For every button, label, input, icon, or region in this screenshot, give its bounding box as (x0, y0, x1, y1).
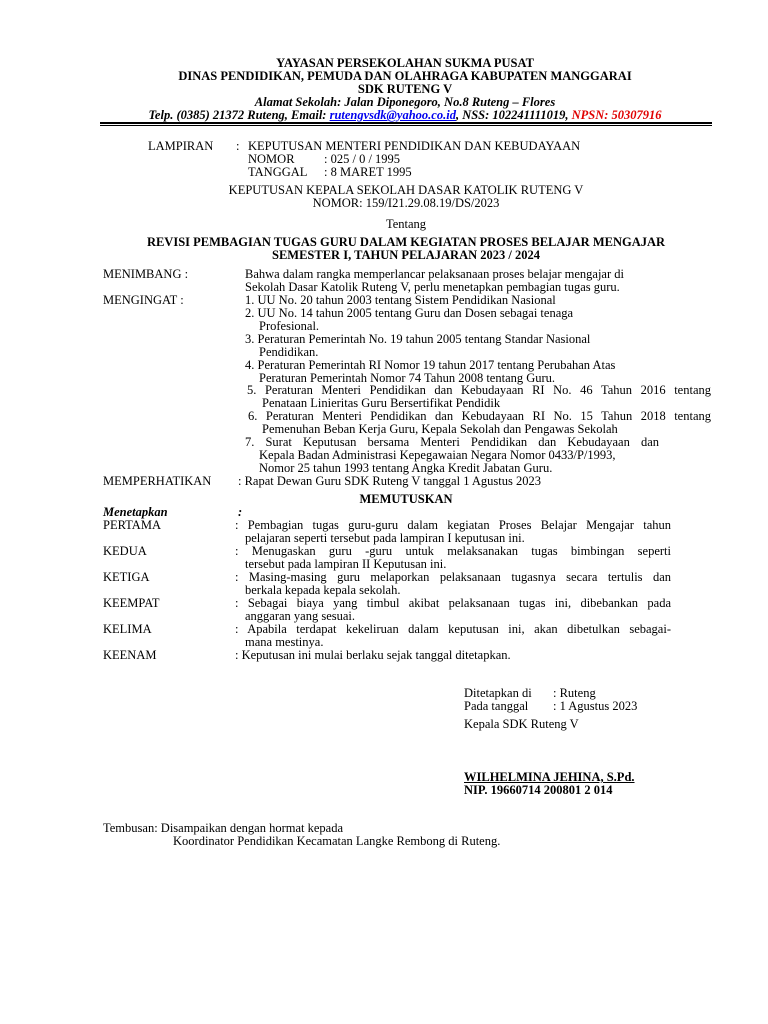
diktum-text: : Masing-masing guru melaporkan pelaksanaan tugasnya secara tertulis dan (235, 570, 671, 584)
menimbang-line1: Bahwa dalam rangka memperlancar pelaksanaan proses belajar mengajar di (245, 267, 624, 281)
diktum-text-cont: tersebut pada lampiran II Keputusan ini. (245, 557, 447, 571)
signer-position: Kepala SDK Ruteng V (464, 717, 579, 731)
tembusan-heading: Tembusan: Disampaikan dengan hormat kepada (103, 821, 344, 835)
npsn-number: NPSN: 50307916 (571, 108, 662, 122)
diktum-label-pertama: PERTAMA (103, 518, 161, 532)
memutuskan-heading: MEMUTUSKAN (359, 492, 453, 506)
decree-number: NOMOR: 159/I21.29.08.19/DS/2023 (312, 196, 500, 210)
diktum-text-cont: berkala kepada kepala sekolah. (245, 583, 401, 597)
memperhatikan-value: : Rapat Dewan Guru SDK Ruteng V tanggal 1 Agustus 2023 (238, 474, 541, 488)
diktum-text: : Apabila terdapat kekeliruan dalam keputusan ini, akan dibetulkan sebagai- (235, 622, 671, 636)
diktum-text-cont: anggaran yang sesuai. (245, 609, 356, 623)
revision-title-line1: REVISI PEMBAGIAN TUGAS GURU DALAM KEGIATAN PROSES BELAJAR MENGAJAR (146, 235, 666, 249)
revision-title-line2: SEMESTER I, TAHUN PELAJARAN 2023 / 2024 (272, 248, 540, 262)
lampiran-nomor-label: NOMOR (248, 152, 295, 166)
menimbang-line2: Sekolah Dasar Katolik Ruteng V, perlu menetapkan pembagian tugas guru. (245, 280, 620, 294)
diktum-text-cont: mana mestinya. (245, 635, 324, 649)
diktum-text: : Keputusan ini mulai berlaku sejak tanggal ditetapkan. (235, 648, 511, 662)
diktum-text: : Pembagian tugas guru-guru dalam kegiatan Proses Belajar Mengajar tahun (235, 518, 671, 532)
ditetapkan-value: : Ruteng (553, 686, 596, 700)
tembusan-recipient: Koordinator Pendidikan Kecamatan Langke Rembong di Ruteng. (173, 834, 501, 848)
diktum-label-keempat: KEEMPAT (103, 596, 160, 610)
mengingat-item: 5. Peraturan Menteri Pendidikan dan Kebudayaan RI No. 46 Tahun 2016 tentang (247, 383, 711, 397)
lampiran-value: KEPUTUSAN MENTERI PENDIDIKAN DAN KEBUDAYAAN (248, 139, 581, 153)
diktum-text-cont: pelajaran seperti tersebut pada lampiran I keputusan ini. (245, 531, 525, 545)
lampiran-tanggal-value: : 8 MARET 1995 (324, 165, 412, 179)
diktum-text: : Sebagai biaya yang timbul akibat pelaksanaan tugas ini, dibebankan pada (235, 596, 671, 610)
menetapkan-colon: : (238, 505, 243, 519)
foundation-name: YAYASAN PERSEKOLAHAN SUKMA PUSAT (276, 56, 534, 70)
mengingat-item: 7. Surat Keputusan bersama Menteri Pendidikan dan Kebudayaan dan (245, 435, 659, 449)
contact-line (60, 108, 750, 122)
lampiran-nomor-value: : 025 / 0 / 1995 (324, 152, 401, 166)
agency-name: DINAS PENDIDIKAN, PEMUDA DAN OLAHRAGA KABUPATEN MANGGARAI (178, 69, 632, 83)
diktum-label-keenam: KEENAM (103, 648, 157, 662)
signer-nip: NIP. 19660714 200801 2 014 (464, 783, 613, 797)
diktum-label-kedua: KEDUA (103, 544, 147, 558)
mengingat-item: 6. Peraturan Menteri Pendidikan dan Kebudayaan RI No. 15 Tahun 2018 tentang (248, 409, 711, 423)
decree-about: Tentang (385, 217, 427, 231)
mengingat-label: MENGINGAT : (103, 293, 184, 307)
school-address: Alamat Sekolah: Jalan Diponegoro, No.8 Ruteng – Flores (254, 95, 556, 109)
lampiran-tanggal (248, 166, 412, 179)
contact-phone: Telp. (0385) 21372 Ruteng, Email: (148, 108, 330, 122)
mengingat-item: 2. UU No. 14 tahun 2005 tentang Guru dan Dosen sebagai tenaga (245, 306, 574, 320)
decree-title: KEPUTUSAN KEPALA SEKOLAH DASAR KATOLIK RUTENG V (228, 183, 584, 197)
contact-nss: , NSS: 102241111019, (455, 108, 572, 122)
signer-name: WILHELMINA JEHINA, S.Pd. (464, 770, 635, 784)
menetapkan-label: Menetapkan (103, 505, 168, 519)
mengingat-item-cont: Profesional. (259, 319, 320, 333)
lampiran-label: LAMPIRAN (148, 139, 214, 153)
mengingat-item-cont: Nomor 25 tahun 1993 tentang Angka Kredit Jabatan Guru. (259, 461, 553, 475)
lampiran-tanggal-label: TANGGAL (248, 165, 308, 179)
header-rule-thin (100, 125, 712, 126)
memperhatikan-label: MEMPERHATIKAN (103, 474, 212, 488)
lampiran-colon: : (236, 139, 240, 153)
mengingat-item-cont: Pemenuhan Beban Kerja Guru, Kepala Sekolah dan Pengawas Sekolah (262, 422, 618, 436)
mengingat-item-cont: Penataan Linieritas Guru Bersertifikat Pendidik (262, 396, 501, 410)
tanggal-value: : 1 Agustus 2023 (553, 699, 638, 713)
tanggal-label: Pada tanggal (464, 699, 529, 713)
school-name: SDK RUTENG V (357, 82, 453, 96)
mengingat-item-cont: Peraturan Pemerintah Nomor 74 Tahun 2008 tentang Guru. (259, 371, 556, 385)
mengingat-item-cont: Kepala Badan Administrasi Kepegawaian Negara Nomor 0433/P/1993, (259, 448, 616, 462)
header-rule-thick (100, 122, 712, 124)
mengingat-item: 1. UU No. 20 tahun 2003 tentang Sistem Pendidikan Nasional (245, 293, 556, 307)
ditetapkan-label: Ditetapkan di (464, 686, 532, 700)
diktum-label-ketiga: KETIGA (103, 570, 150, 584)
diktum-label-kelima: KELIMA (103, 622, 152, 636)
mengingat-item: 4. Peraturan Pemerintah RI Nomor 19 tahun 2017 tentang Perubahan Atas (245, 358, 616, 372)
menimbang-label: MENIMBANG : (103, 267, 189, 281)
mengingat-item: 3. Peraturan Pemerintah No. 19 tahun 2005 tentang Standar Nasional (245, 332, 591, 346)
email-link[interactable]: rutengvsdk@yahoo.co.id (329, 108, 456, 122)
diktum-text: : Menugaskan guru -guru untuk melaksanakan tugas bimbingan seperti (235, 544, 671, 558)
mengingat-item-cont: Pendidikan. (259, 345, 319, 359)
